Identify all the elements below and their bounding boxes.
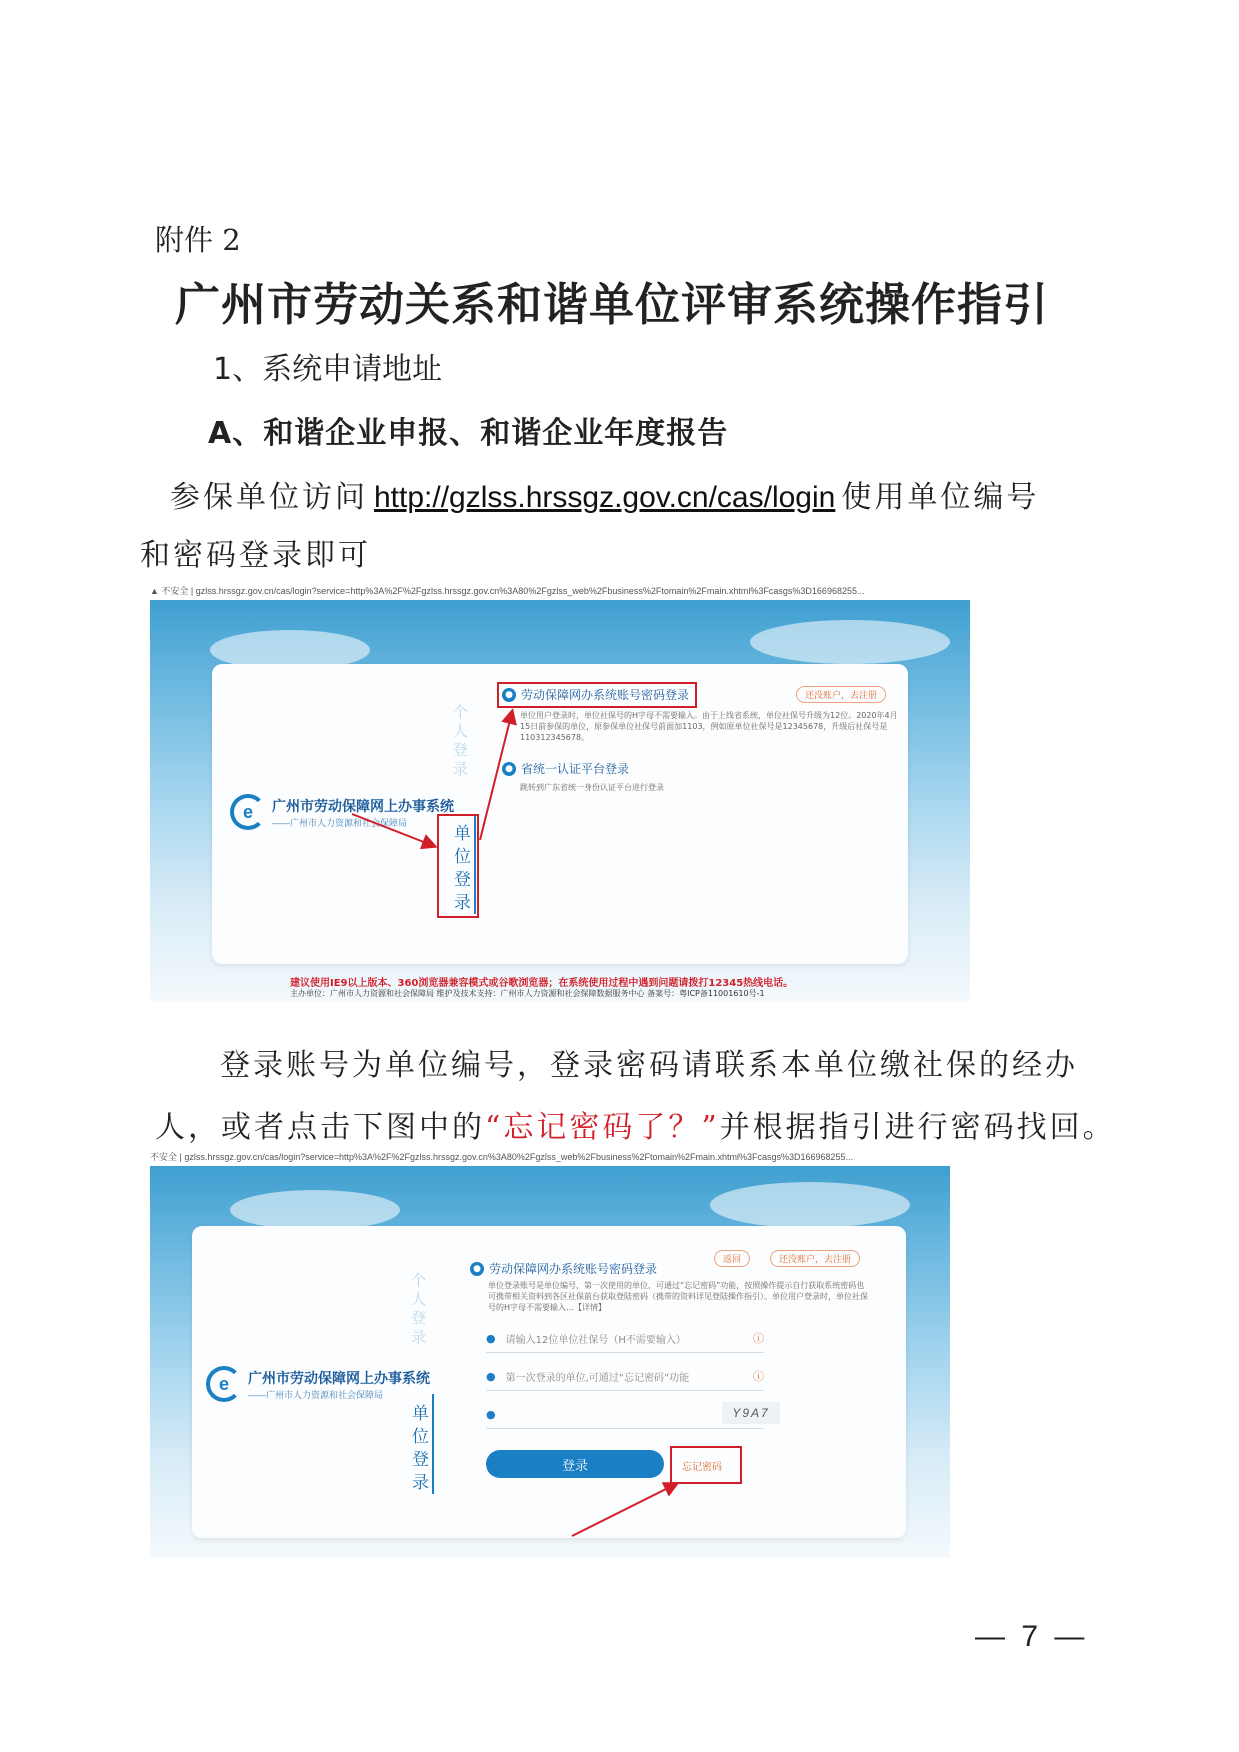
annotation-arrows (212, 664, 908, 964)
paragraph-login-account: 登录账号为单位编号，登录密码请联系本单位缴社保的经办 (220, 1048, 1078, 1083)
personal-login-tab[interactable]: 个人登录 (409, 1272, 427, 1348)
register-button[interactable]: 还没账户，去注册 (770, 1250, 860, 1267)
user-icon: ● (486, 1331, 496, 1345)
shield-icon: ● (486, 1407, 496, 1421)
shield-icon: ● (502, 762, 516, 776)
register-button[interactable]: 还没账户，去注册 (796, 686, 886, 703)
unit-login-tab[interactable]: 单位登录 (408, 1404, 428, 1496)
address-bar: 不安全 | gzlss.hrssgz.gov.cn/cas/login?service=http%3A%2F%2Fgzlss.hrssgz.gov.cn%3A80%2Fgzlss_web%2Fbusiness%2Ftomain%2Fmain.xhtml%3Fcasgs%3D166968255... (150, 1148, 950, 1166)
alert-icon: ⓘ (753, 1332, 764, 1345)
user-icon: ● (470, 1262, 484, 1276)
logo-title: 广州市劳动保障网上办事系统 (248, 1369, 430, 1386)
option2-title: 省统一认证平台登录 (521, 762, 630, 776)
logo-e-icon: e (206, 1366, 242, 1402)
login-button[interactable]: 登录 (486, 1450, 664, 1478)
login-screenshot-2 (150, 1148, 950, 1558)
unit-id-placeholder: 请输入12位单位社保号（H不需要输入） (505, 1334, 686, 1346)
para2-suffix: 并根据指引进行密码找回。 (719, 1110, 1116, 1145)
attachment-label: 附件 2 (155, 223, 241, 257)
login-card (192, 1226, 906, 1538)
para2-prefix: 人，或者点击下图中的 (155, 1110, 485, 1145)
option2-description: 跳转到广东省统一身份认证平台进行登录 (520, 783, 664, 792)
paragraph-forgot-password (155, 1102, 1116, 1146)
section-heading-1: 1、系统申请地址 (213, 352, 443, 387)
logo-title: 广州市劳动保障网上办事系统 (272, 797, 454, 814)
document-title: 广州市劳动关系和谐单位评审系统操作指引 (175, 278, 1050, 331)
section-heading-a: A、和谐企业申报、和谐企业年度报告 (208, 416, 729, 451)
captcha-image[interactable]: Y9A7 (722, 1402, 780, 1424)
address-bar: ▲ 不安全 | gzlss.hrssgz.gov.cn/cas/login?service=http%3A%2F%2Fgzlss.hrssgz.gov.cn%3A80%2Fgzlss_web%2Fbusiness%2Ftomain%2Fmain.xhtml%3Fcasgs%3D166968255... (150, 582, 970, 600)
form-description: 单位登录账号是单位编号，第一次使用的单位，可通过“忘记密码”功能，按照操作提示自行获取系统密码也可携带相关资料到各区社保前台获取登陆密码（携带的资料详见登陆操作指引）。单位用户登录时，单位社保号的H字母不需要输入…【详情】 (488, 1281, 868, 1312)
logo-e-icon: e (230, 794, 266, 830)
login-screenshot-1 (150, 582, 970, 1002)
option1-title: 劳动保障网办系统账号密码登录 (521, 688, 690, 702)
page-number: — 7 — (975, 1620, 1089, 1653)
paragraph-access-cont: 和密码登录即可 (140, 538, 371, 573)
unit-login-tab[interactable]: 单位登录 (450, 824, 470, 916)
login-card (212, 664, 908, 964)
browser-warning: 建议使用IE9以上版本、360浏览器兼容模式或谷歌浏览器；在系统使用过程中遇到问题请拨打12345热线电话。 (290, 978, 794, 989)
option1-description: 单位用户登录时，单位社保号的H字母不需要输入。由于上线省系统，单位社保号升级为12位。2020年4月15日前参保的单位，原参保单位社保号前面加1103，例如原单位社保号是12345678，升级后社保号是110312345678。 (520, 711, 898, 742)
logo-subtitle: ——广州市人力资源和社会保障局 (272, 817, 408, 828)
alert-icon: ⓘ (753, 1370, 764, 1383)
password-placeholder: 第一次登录的单位,可通过“忘记密码”功能 (505, 1372, 690, 1384)
form-title-text: 劳动保障网办系统账号密码登录 (489, 1262, 658, 1276)
site-footer: 主办单位：广州市人力资源和社会保障局 维护及技术支持：广州市人力资源和社会保障数据服务中心 备案号：粤ICP备11001610号-1 (290, 989, 765, 998)
paragraph-access (170, 472, 1090, 516)
para1-prefix: 参保单位访问 (170, 480, 368, 515)
personal-login-tab[interactable]: 个人登录 (451, 704, 469, 780)
forgot-password-link[interactable]: 忘记密码 (682, 1462, 722, 1473)
para1-suffix: 使用单位编号 (841, 480, 1040, 515)
annotation-arrow (192, 1226, 906, 1538)
user-icon: ● (502, 688, 516, 702)
back-button[interactable]: 返回 (714, 1250, 750, 1267)
lock-icon: ● (486, 1369, 496, 1383)
login-url-link[interactable]: http://gzlss.hrssgz.gov.cn/cas/login (374, 481, 836, 514)
logo-subtitle: ——广州市人力资源和社会保障局 (248, 1389, 384, 1400)
forgot-password-highlight: “忘记密码了？” (485, 1110, 720, 1145)
